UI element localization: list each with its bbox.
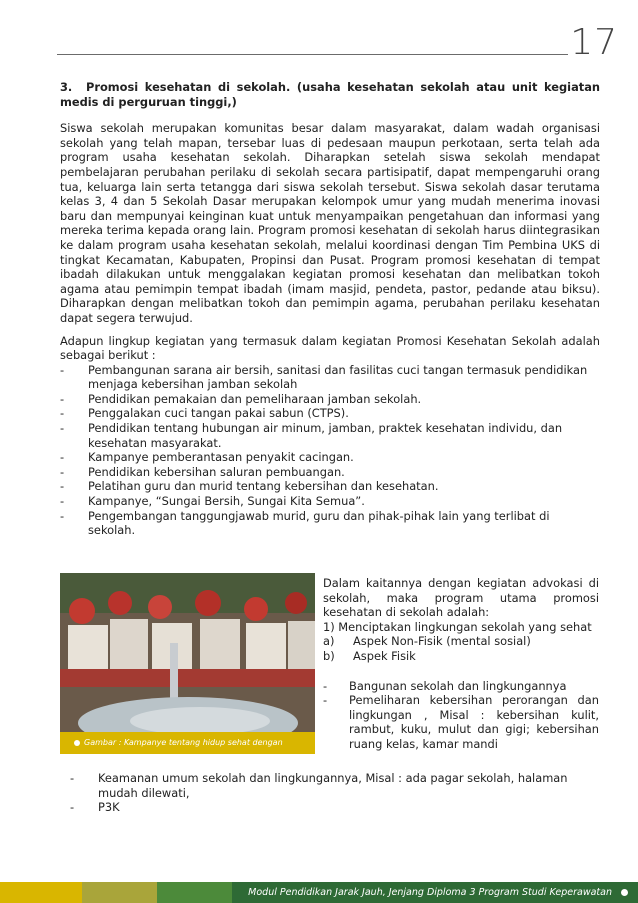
list-item: - Kampanye, “Sungai Bersih, Sungai Kita Semua”. — [60, 494, 600, 509]
section-heading — [60, 80, 600, 109]
sub-item-b — [323, 649, 599, 664]
program-item-1: 1) Menciptakan lingkungan sekolah yang sehat — [323, 619, 592, 634]
section-title: Promosi kesehatan di sekolah. (usaha kesehatan sekolah atau unit kegiatan medis di perguruan tinggi,) — [60, 80, 600, 109]
footer-bar — [0, 882, 638, 903]
footer-text-segment — [232, 882, 638, 903]
list-item: - Pelatihan guru dan murid tentang kebersihan dan kesehatan. — [60, 479, 600, 494]
page-number: 17 — [570, 22, 618, 63]
footer-color-segment — [82, 882, 157, 903]
list-item: - Pengembangan tanggungjawab murid, guru dan pihak-pihak lain yang terlibat di sekolah. — [60, 509, 600, 538]
caption-text: Gambar : Kampanye tentang hidup sehat dengan mencuci tangan — [74, 738, 283, 769]
physical-aspect-item: - Bangunan sekolah dan lingkungannya — [323, 678, 567, 693]
handwashing-photo — [60, 573, 315, 769]
sub-item-a — [323, 634, 599, 649]
list-item: - P3K — [70, 800, 120, 815]
sub-item-text: Aspek Fisik — [353, 648, 416, 663]
header-divider — [57, 54, 568, 55]
footer-color-segment — [157, 882, 232, 903]
list-item: - Pendidikan kebersihan saluran pembuangan. — [60, 465, 600, 480]
advocacy-intro: Dalam kaitannya dengan kegiatan advokasi di sekolah, maka program utama promosi kesehatan di sekolah adalah: — [323, 576, 599, 620]
sub-item-label: b) — [323, 648, 335, 663]
list-item: - Keamanan umum sekolah dan lingkungannya, Misal : ada pagar sekolah, halaman mudah dilewati, — [70, 771, 568, 800]
list-item: - Pembangunan sarana air bersih, sanitasi dan fasilitas cuci tangan termasuk pendidikan menjaga kebersihan jamban sekolah — [60, 363, 600, 392]
paragraph-scope: Adapun lingkup kegiatan yang termasuk dalam kegiatan Promosi Kesehatan Sekolah adalah sebagai berikut : — [60, 333, 600, 363]
physical-aspect-text: Pemeliharan kebersihan perorangan dan lingkungan , Misal : kebersihan kulit, rambut, kuku, mulut dan gigi; kebersihan ruang kelas, kamar mandi — [349, 693, 599, 751]
list-item: - Penggalakan cuci tangan pakai sabun (CTPS). — [60, 406, 600, 421]
sub-item-label: a) — [323, 634, 335, 649]
list-item: - Pendidikan pemakaian dan pemeliharaan jamban sekolah. — [60, 392, 600, 407]
scope-list — [60, 363, 600, 538]
footer-text: Modul Pendidikan Jarak Jauh, Jenjang Diploma 3 Program Studi Keperawatan — [248, 887, 612, 898]
physical-aspect-item: - Pemeliharan kebersihan perorangan dan lingkungan , Misal : kebersihan kulit, rambut, kuku, mulut dan gigi; kebersihan ruang kelas, kamar mandi — [323, 693, 599, 751]
section-number: 3. — [60, 80, 73, 94]
list-item: - Kampanye pemberantasan penyakit cacingan. — [60, 450, 600, 465]
sub-item-text: Aspek Non-Fisik (mental sosial) — [353, 634, 531, 649]
paragraph-intro: Siswa sekolah merupakan komunitas besar dalam masyarakat, dalam wadah organisasi sekolah yang telah mapan, tersebar luas di pedesaan maupun perkotaan, serta telah ada program usaha kesehatan sekolah. Diharapkan setelah siswa sekolah mendapat pembelajaran perubahan perilaku di sekolah secara partisipatif, dapat mempengaruhi orang tua, keluarga lain serta tetangga dari siswa sekolah tersebut. Siswa sekolah dasar terutama kelas 3, 4 dan 5 Sekolah Dasar merupakan kelompok umur yang mudah menerima inovasi baru dan mempunyai keinginan kuat untuk menyampaikan pengetahuan dan informasi yang mereka terima kepada orang lain. Program promosi kesehatan di sekolah harus diintegrasikan ke dalam program usaha kesehatan sekolah, melalui koordinasi dengan Tim Pembina UKS di tingkat Kecamatan, Kabupaten, Propinsi dan Pusat. Program promosi kesehatan di tempat ibadah dilakukan untuk menggalakan kegiatan promosi kesehatan dan melibatkan tokoh agama atau pemimpin tempat ibadah (imam masjid, pendeta, pastor, pedande atau biksu). Diharapkan dengan melibatkan tokoh dan pemimpin agama, perubahan perilaku kesehatan dapat segera terwujud. — [60, 121, 600, 325]
advocacy-column — [323, 576, 599, 752]
list-item: - Pendidikan tentang hubungan air minum, jamban, praktek kesehatan individu, dan kesehatan masyarakat. — [60, 421, 600, 450]
photo-illustration — [60, 573, 315, 754]
caption-bullet-icon — [74, 740, 80, 746]
physical-aspect-text: Bangunan sekolah dan lingkungannya — [349, 678, 567, 693]
main-content — [60, 80, 600, 538]
additional-list — [70, 771, 600, 815]
footer-color-segment — [0, 882, 82, 903]
figure-caption — [60, 732, 315, 769]
footer-bullet-icon — [621, 889, 628, 896]
